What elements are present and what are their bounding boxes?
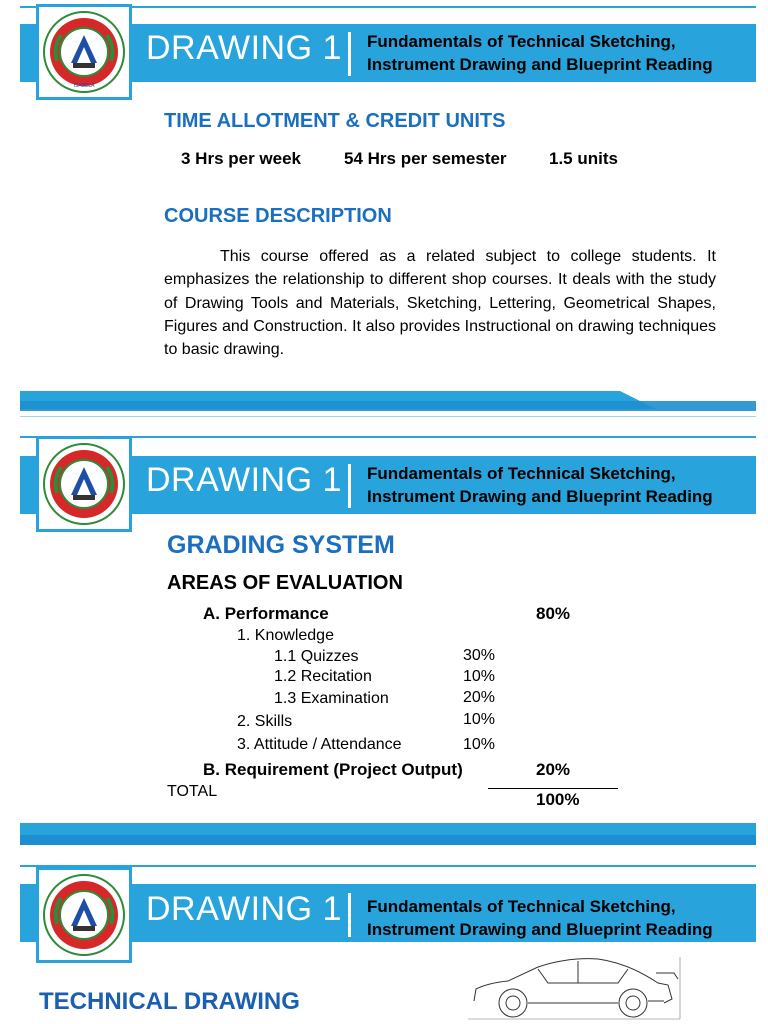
subtitle-line-2: Instrument Drawing and Blueprint Reading (367, 55, 713, 74)
course-subtitle (367, 30, 713, 76)
recitation-value: 10% (463, 668, 496, 685)
attitude-label: 3. Attitude / Attendance (237, 736, 402, 753)
subtitle-line-1: Fundamentals of Technical Sketching, (367, 32, 676, 51)
course-description-text (164, 245, 716, 361)
slide-3 (0, 855, 768, 1024)
total-rule (488, 788, 618, 789)
subtitle-line-2: Instrument Drawing and Blueprint Reading (367, 920, 713, 939)
title-divider (348, 464, 351, 508)
hours-per-week: 3 Hrs per week (181, 149, 302, 168)
requirement-label: B. Requirement (Project Output) (203, 760, 463, 779)
total-label: TOTAL (167, 783, 218, 800)
separator-rule (20, 416, 756, 417)
quizzes-value: 30% (463, 647, 496, 664)
subtitle-line-1: Fundamentals of Technical Sketching, (367, 464, 676, 483)
technical-drawing-heading: TECHNICAL DRAWING (39, 988, 300, 1015)
hours-per-semester: 54 Hrs per semester (344, 149, 507, 168)
skills-label: 2. Skills (237, 713, 293, 730)
examination-value: 20% (463, 689, 496, 706)
grading-system-heading: GRADING SYSTEM (167, 531, 395, 559)
areas-of-evaluation-heading: AREAS OF EVALUATION (167, 572, 403, 594)
subtitle-line-2: Instrument Drawing and Blueprint Reading (367, 487, 713, 506)
credit-units: 1.5 units (549, 149, 618, 168)
subtitle-line-1: Fundamentals of Technical Sketching, (367, 897, 676, 916)
skills-value: 10% (463, 711, 496, 728)
course-subtitle (367, 895, 713, 941)
school-logo (36, 4, 132, 100)
knowledge-label: 1. Knowledge (237, 627, 334, 644)
logo-bottom-text: ISABELA (73, 83, 95, 89)
quizzes-label: 1.1 Quizzes (274, 648, 359, 665)
performance-label: A. Performance (203, 604, 329, 623)
school-logo (36, 436, 132, 532)
bottom-band (20, 823, 756, 845)
course-subtitle (367, 462, 713, 508)
total-value: 100% (536, 790, 580, 809)
car-technical-drawing (468, 953, 688, 1024)
school-logo (36, 867, 132, 963)
course-title: DRAWING 1 (146, 29, 342, 67)
slide-2 (0, 430, 768, 855)
course-title: DRAWING 1 (146, 461, 342, 499)
course-description-heading: COURSE DESCRIPTION (164, 205, 392, 227)
title-divider (348, 893, 351, 937)
performance-value: 80% (536, 604, 571, 623)
course-title: DRAWING 1 (146, 890, 342, 928)
time-allotment-heading: TIME ALLOTMENT & CREDIT UNITS (164, 110, 506, 132)
bottom-band (20, 389, 756, 411)
requirement-value: 20% (536, 760, 571, 779)
slide-1 (0, 0, 768, 430)
examination-label: 1.3 Examination (274, 690, 389, 707)
attitude-value: 10% (463, 736, 496, 753)
title-divider (348, 32, 351, 76)
description-paragraph: This course offered as a related subject to college students. It emphasizes the relationship to different shop courses. It deals with the study of Drawing Tools and Materials, Sketching, Lettering, Geometrical Shapes, Figures and Construction. It also provides Instructional on drawing techniques to basic drawing. (164, 248, 716, 359)
recitation-label: 1.2 Recitation (274, 668, 372, 685)
